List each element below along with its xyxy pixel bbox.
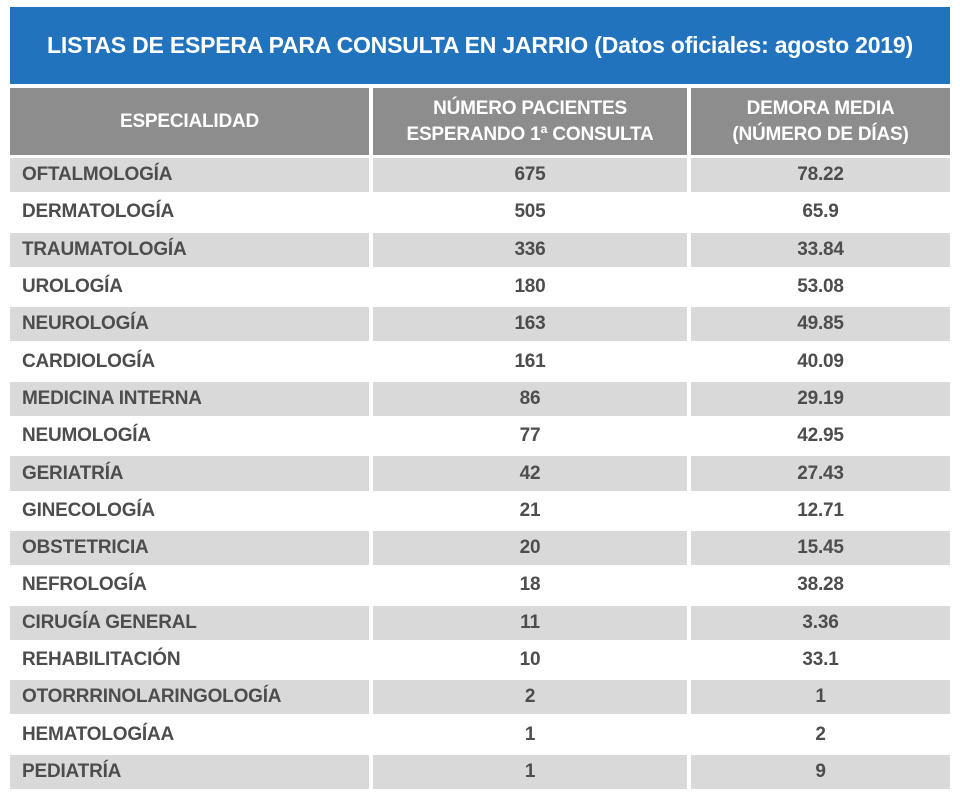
patients-waiting-cell: 42 [373, 456, 687, 490]
column-header-numero-pacientes [373, 88, 687, 155]
average-delay-cell: 65.9 [691, 195, 950, 229]
average-delay-cell: 53.08 [691, 270, 950, 304]
average-delay-cell: 40.09 [691, 344, 950, 378]
patients-waiting-cell: 675 [373, 158, 687, 192]
average-delay-cell: 9 [691, 755, 950, 789]
average-delay-cell: 29.19 [691, 382, 950, 416]
page-title: LISTAS DE ESPERA PARA CONSULTA EN JARRIO (Datos oficiales: agosto 2019) [47, 32, 913, 58]
table-row [10, 270, 950, 304]
specialty-cell: MEDICINA INTERNA [10, 382, 369, 416]
average-delay-cell: 12.71 [691, 494, 950, 528]
average-delay-cell: 1 [691, 680, 950, 714]
column-header-label-line2: ESPERANDO 1ª CONSULTA [406, 123, 654, 145]
specialty-cell: TRAUMATOLOGÍA [10, 233, 369, 267]
average-delay-cell: 42.95 [691, 419, 950, 453]
patients-waiting-cell: 1 [373, 717, 687, 751]
column-header-label-line2: (NÚMERO DE DÍAS) [732, 123, 909, 145]
patients-waiting-cell: 161 [373, 344, 687, 378]
specialty-cell: DERMATOLOGÍA [10, 195, 369, 229]
patients-waiting-cell: 77 [373, 419, 687, 453]
specialty-cell: OFTALMOLOGÍA [10, 158, 369, 192]
table-header [10, 88, 950, 155]
specialty-cell: NEFROLOGÍA [10, 568, 369, 602]
column-header-label: ESPECIALIDAD [119, 110, 260, 132]
table-row [10, 419, 950, 453]
average-delay-cell: 49.85 [691, 307, 950, 341]
table-row [10, 680, 950, 714]
table-row [10, 606, 950, 640]
specialty-cell: NEUROLOGÍA [10, 307, 369, 341]
specialty-cell: UROLOGÍA [10, 270, 369, 304]
average-delay-cell: 78.22 [691, 158, 950, 192]
specialty-cell: OTORRRINOLARINGOLOGÍA [10, 680, 369, 714]
specialty-cell: CIRUGÍA GENERAL [10, 606, 369, 640]
patients-waiting-cell: 21 [373, 494, 687, 528]
average-delay-cell: 2 [691, 717, 950, 751]
specialty-cell: GINECOLOGÍA [10, 494, 369, 528]
table-row [10, 307, 950, 341]
column-header-label-line1: NÚMERO PACIENTES [433, 97, 627, 119]
patients-waiting-cell: 11 [373, 606, 687, 640]
specialty-cell: PEDIATRÍA [10, 755, 369, 789]
average-delay-cell: 3.36 [691, 606, 950, 640]
average-delay-cell: 27.43 [691, 456, 950, 490]
patients-waiting-cell: 505 [373, 195, 687, 229]
specialty-cell: NEUMOLOGÍA [10, 419, 369, 453]
table-row [10, 494, 950, 528]
table-row [10, 233, 950, 267]
patients-waiting-cell: 1 [373, 755, 687, 789]
specialty-cell: OBSTETRICIA [10, 531, 369, 565]
patients-waiting-cell: 336 [373, 233, 687, 267]
table-row [10, 195, 950, 229]
specialty-cell: HEMATOLOGÍAA [10, 717, 369, 751]
average-delay-cell: 15.45 [691, 531, 950, 565]
patients-waiting-cell: 2 [373, 680, 687, 714]
average-delay-cell: 38.28 [691, 568, 950, 602]
table-row [10, 382, 950, 416]
average-delay-cell: 33.1 [691, 643, 950, 677]
title-bar [10, 7, 950, 84]
table-row [10, 456, 950, 490]
column-header-demora-media [691, 88, 950, 155]
column-header-especialidad [10, 88, 369, 155]
patients-waiting-cell: 86 [373, 382, 687, 416]
table-row [10, 755, 950, 789]
table-body [10, 158, 950, 789]
patients-waiting-cell: 18 [373, 568, 687, 602]
average-delay-cell: 33.84 [691, 233, 950, 267]
table-row [10, 643, 950, 677]
table-row [10, 158, 950, 192]
specialty-cell: GERIATRÍA [10, 456, 369, 490]
table-row [10, 717, 950, 751]
patients-waiting-cell: 20 [373, 531, 687, 565]
column-header-label-line1: DEMORA MEDIA [746, 97, 895, 119]
specialty-cell: REHABILITACIÓN [10, 643, 369, 677]
table-row [10, 568, 950, 602]
patients-waiting-cell: 163 [373, 307, 687, 341]
patients-waiting-cell: 10 [373, 643, 687, 677]
patients-waiting-cell: 180 [373, 270, 687, 304]
table-row [10, 344, 950, 378]
table-row [10, 531, 950, 565]
specialty-cell: CARDIOLOGÍA [10, 344, 369, 378]
